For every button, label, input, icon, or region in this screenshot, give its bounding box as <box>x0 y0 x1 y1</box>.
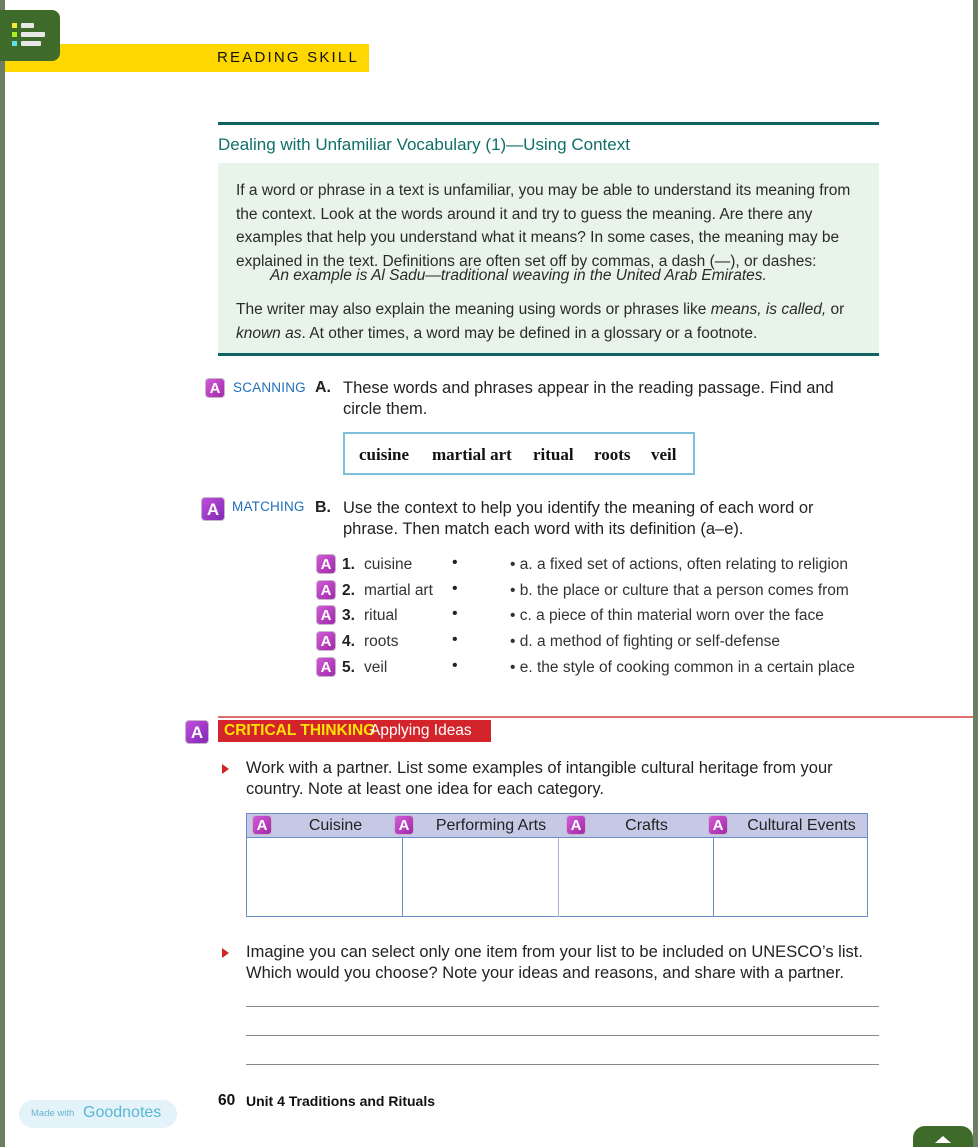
exercise-b-instruction-2: phrase. Then match each word with its definition (a–e). <box>343 520 744 538</box>
vocab-word: roots <box>594 445 631 464</box>
annotation-a-icon[interactable]: A <box>316 631 336 651</box>
critical-thinking-rule <box>218 716 973 718</box>
outline-menu-button[interactable] <box>0 10 60 61</box>
bullet-arrow-icon <box>222 948 229 958</box>
exercise-a-letter: A. <box>315 379 331 396</box>
watermark-prefix: Made with <box>31 1108 75 1119</box>
skill-paragraph-2: The writer may also explain the meaning using words or phrases like means, is called, or known as. At other times, a word may be defined in a glossary or a footnote. <box>236 301 845 342</box>
annotation-a-icon[interactable]: A <box>566 815 586 835</box>
answer-line[interactable] <box>246 1035 879 1036</box>
table-cell-cuisine[interactable] <box>247 839 402 917</box>
match-dot[interactable]: • <box>452 580 458 597</box>
table-header-performing-arts: Performing Arts <box>435 817 547 834</box>
page-number: 60 <box>218 1092 236 1109</box>
scanning-label: SCANNING <box>233 380 306 395</box>
vocabulary-word-box <box>343 432 695 475</box>
table-header-crafts: Crafts <box>625 817 668 834</box>
annotation-a-icon[interactable]: A <box>316 605 336 625</box>
matching-row: A 2. martial art • • b. the place or culture that a person comes from <box>316 580 876 604</box>
table-cell-cultural-events[interactable] <box>714 839 868 917</box>
unit-title: Unit 4 Traditions and Rituals <box>246 1093 436 1109</box>
skill-example: An example is Al Sadu—traditional weaving in the United Arab Emirates. <box>270 267 767 284</box>
critical-thinking-title: CRITICAL THINKING <box>224 722 376 739</box>
critical-thinking-subtitle: Applying Ideas <box>370 722 472 739</box>
annotation-a-icon[interactable]: A <box>316 580 336 600</box>
goodnotes-watermark <box>19 1100 177 1128</box>
top-rule <box>218 122 879 125</box>
match-dot[interactable]: • <box>452 554 458 571</box>
banner-label: READING SKILL <box>217 49 359 66</box>
match-dot[interactable]: • <box>452 605 458 622</box>
scroll-to-top-button[interactable] <box>913 1126 973 1147</box>
bullet-arrow-icon <box>222 764 229 774</box>
heritage-table <box>246 813 868 917</box>
exercise-a-instruction-2: circle them. <box>343 400 428 418</box>
bottom-rule <box>218 353 879 356</box>
table-header-cultural-events: Cultural Events <box>747 817 856 834</box>
vocab-word: martial art <box>432 445 512 464</box>
answer-line[interactable] <box>246 1006 879 1007</box>
table-cell-crafts[interactable] <box>559 839 713 917</box>
annotation-a-icon[interactable]: A <box>316 554 336 574</box>
table-cell-performing-arts[interactable] <box>403 839 558 917</box>
watermark-brand: Goodnotes <box>83 1104 162 1121</box>
vocab-word: veil <box>651 445 677 464</box>
chevron-up-icon <box>935 1136 951 1143</box>
right-page-edge <box>973 0 978 1147</box>
vocab-word: cuisine <box>359 445 410 464</box>
table-header-row <box>247 814 867 838</box>
skill-title: Dealing with Unfamiliar Vocabulary (1)—Using Context <box>218 135 630 154</box>
exercise-a-instruction-1: These words and phrases appear in the reading passage. Find and <box>343 379 834 397</box>
annotation-a-icon[interactable]: A <box>205 378 225 398</box>
matching-label: MATCHING <box>232 499 305 514</box>
vocab-word: ritual <box>533 445 574 464</box>
matching-row: A 5. veil • • e. the style of cooking common in a certain place <box>316 657 876 681</box>
critical-thinking-tag <box>218 720 491 742</box>
matching-row: A 4. roots • • d. a method of fighting or self-defense <box>316 631 876 655</box>
task-2-line-2: Which would you choose? Note your ideas and reasons, and share with a partner. <box>246 964 845 982</box>
matching-row: A 1. cuisine • • a. a fixed set of actions, often relating to religion <box>316 554 876 578</box>
answer-line[interactable] <box>246 1064 879 1065</box>
exercise-b-instruction-1: Use the context to help you identify the meaning of each word or <box>343 499 814 517</box>
annotation-a-icon[interactable]: A <box>394 815 414 835</box>
annotation-a-icon[interactable]: A <box>316 657 336 677</box>
annotation-a-icon[interactable]: A <box>708 815 728 835</box>
task-1-line-1: Work with a partner. List some examples of intangible cultural heritage from your <box>246 759 833 777</box>
table-header-cuisine: Cuisine <box>308 817 363 834</box>
exercise-b-letter: B. <box>315 499 331 516</box>
task-2-line-1: Imagine you can select only one item from your list to be included on UNESCO’s list. <box>246 943 863 961</box>
annotation-ai-icon[interactable]: A <box>201 497 225 521</box>
annotation-ai-icon[interactable]: A <box>185 720 209 744</box>
annotation-a-icon[interactable]: A <box>252 815 272 835</box>
matching-row: A 3. ritual • • c. a piece of thin material worn over the face <box>316 605 876 629</box>
skill-paragraph-1: If a word or phrase in a text is unfamiliar, you may be able to understand its meaning from the context. Look at the words around it and try to guess the meaning. Are there any examples that help you understand what it means? In some cases, the meaning may be explained in the text. Definitions are often set off by commas, a dash (—), or dashes: <box>236 182 851 270</box>
task-1-line-2: country. Note at least one idea for each category. <box>246 780 605 798</box>
left-page-edge <box>0 0 5 1147</box>
match-dot[interactable]: • <box>452 657 458 674</box>
match-dot[interactable]: • <box>452 631 458 648</box>
skill-explanation-box <box>218 163 879 353</box>
